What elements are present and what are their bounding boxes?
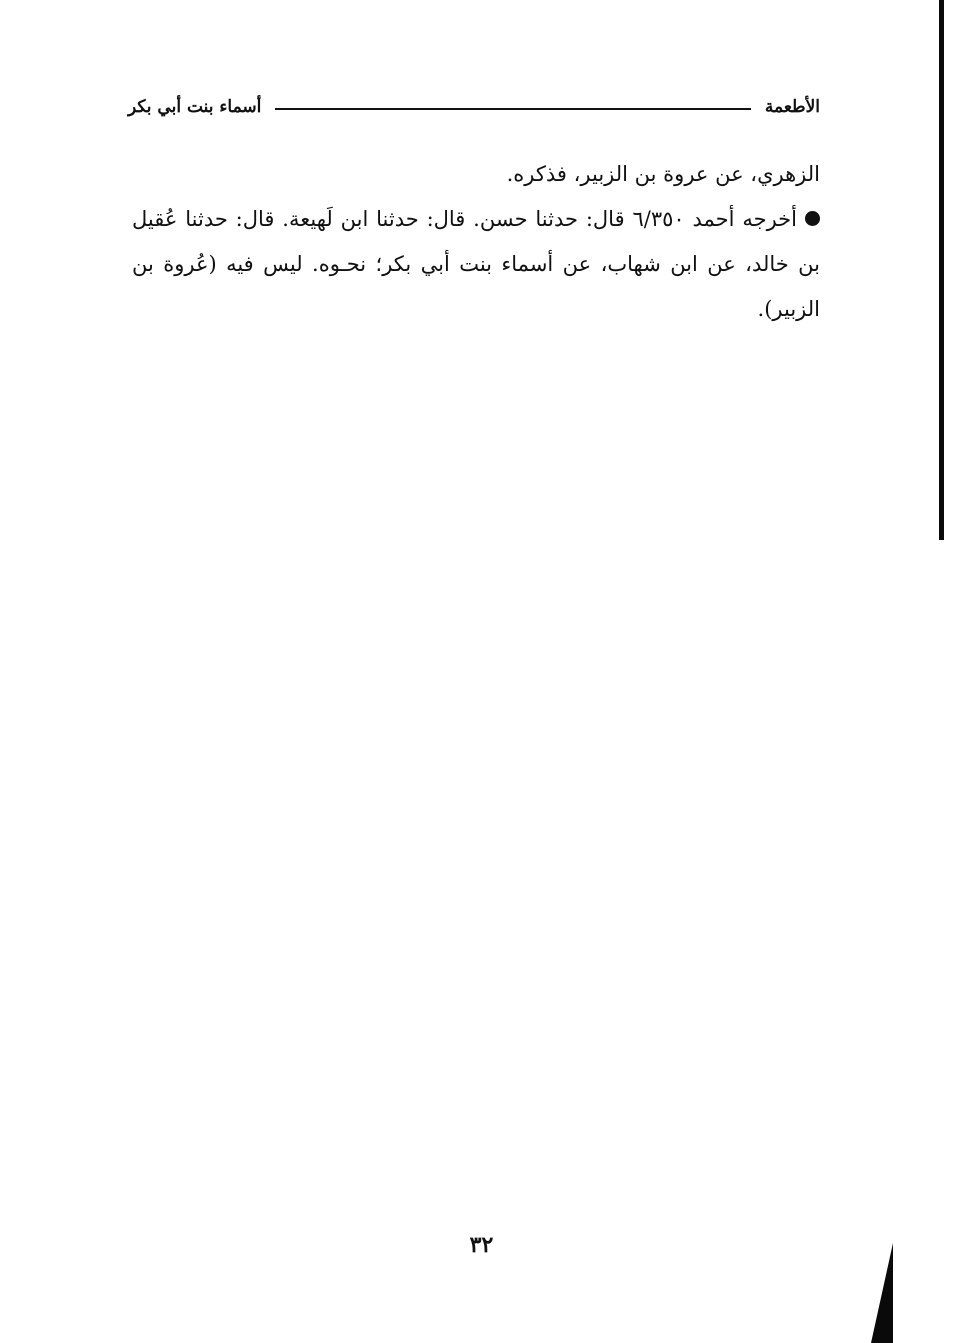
bullet-icon: [805, 211, 820, 226]
chapter-title: الأطعمة: [764, 97, 820, 117]
page-number: ٣٢: [469, 1232, 494, 1258]
scan-binding-edge: [939, 0, 944, 540]
header-narrator: أسماء بنت أبي بكر: [128, 97, 262, 117]
paragraph-2-text: أخرجه أحمد ٦/٣٥٠ قال: حدثنا حسن. قال: حدثنا ابن لَهيعة. قال: حدثنا عُقيل بن خالد، عن ابن شهاب، عن أسماء بنت أبي بكر؛ نحـوه. ليس فيه (عُروة بن الزبير).: [132, 207, 820, 321]
body-text: [132, 152, 820, 332]
running-header: [128, 92, 820, 122]
paragraph-2: [132, 197, 820, 332]
scan-corner-shadow: [871, 1243, 893, 1343]
header-rule: [275, 108, 751, 110]
paragraph-1: الزهري، عن عروة بن الزبير، فذكره.: [506, 162, 820, 186]
